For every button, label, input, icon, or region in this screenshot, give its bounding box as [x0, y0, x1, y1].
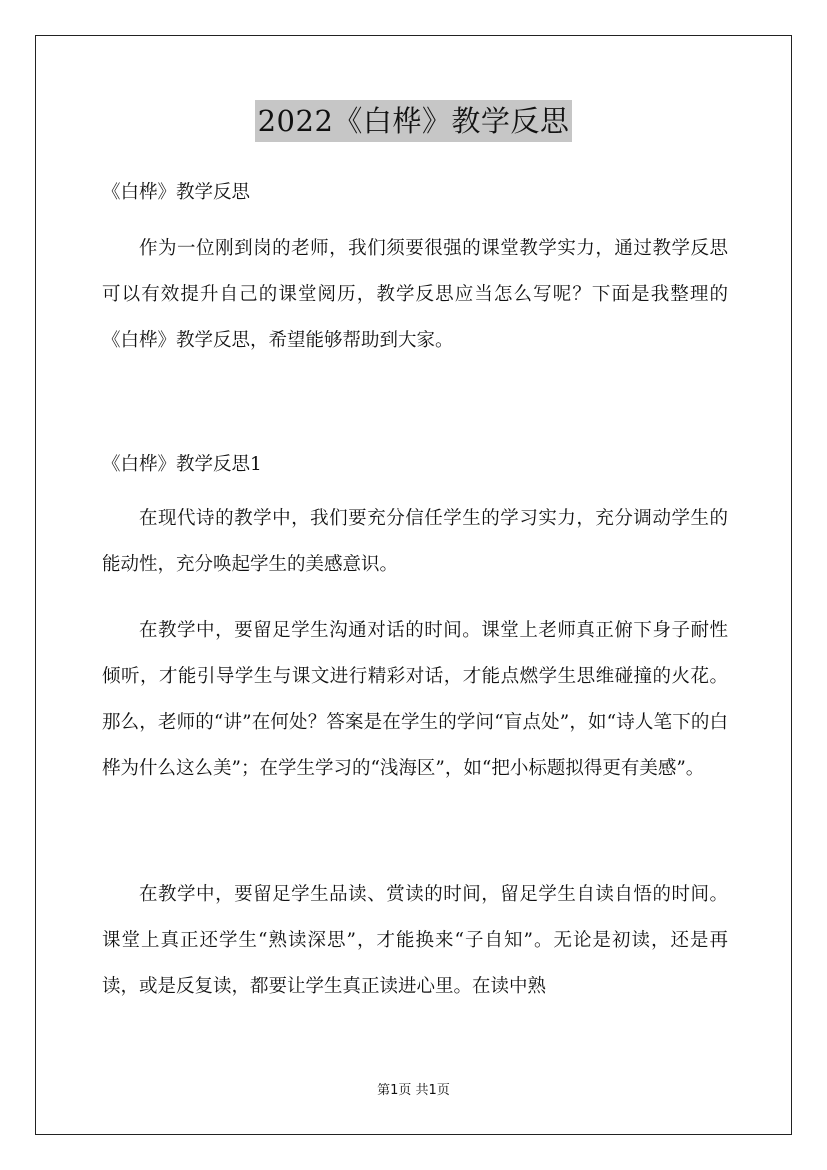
title-container — [0, 100, 827, 142]
page-footer: 第1页 共1页 — [377, 1083, 450, 1098]
section-heading: 《白桦》教学反思1 — [102, 454, 262, 475]
body-paragraph-2: 在教学中，要留足学生沟通对话的时间。课堂上老师真正俯下身子耐性倾听，才能引导学生与课文进行精彩对话，才能点燃学生思维碰撞的火花。那么，老师的“讲”在何处？答案是在学生的学问“盲点处”，如“诗人笔下的白桦为什么这么美”；在学生学习的“浅海区”，如“把小标题拟得更有美感”。 — [102, 620, 728, 779]
document-subtitle: 《白桦》教学反思 — [102, 182, 251, 203]
document-title: 2022《白桦》教学反思 — [255, 100, 573, 142]
body-paragraph-3: 在教学中，要留足学生品读、赏读的时间，留足学生自读自悟的时间。课堂上真正还学生“熟读深思”，才能换来“子自知”。无论是初读，还是再读，或是反复读，都要让学生真正读进心里。在读中熟 — [102, 884, 728, 997]
body-paragraph-1: 在现代诗的教学中，我们要充分信任学生的学习实力，充分调动学生的能动性，充分唤起学生的美感意识。 — [102, 508, 728, 575]
intro-paragraph: 作为一位刚到岗的老师，我们须要很强的课堂教学实力，通过教学反思可以有效提升自己的课堂阅历，教学反思应当怎么写呢？下面是我整理的《白桦》教学反思，希望能够帮助到大家。 — [102, 238, 728, 351]
